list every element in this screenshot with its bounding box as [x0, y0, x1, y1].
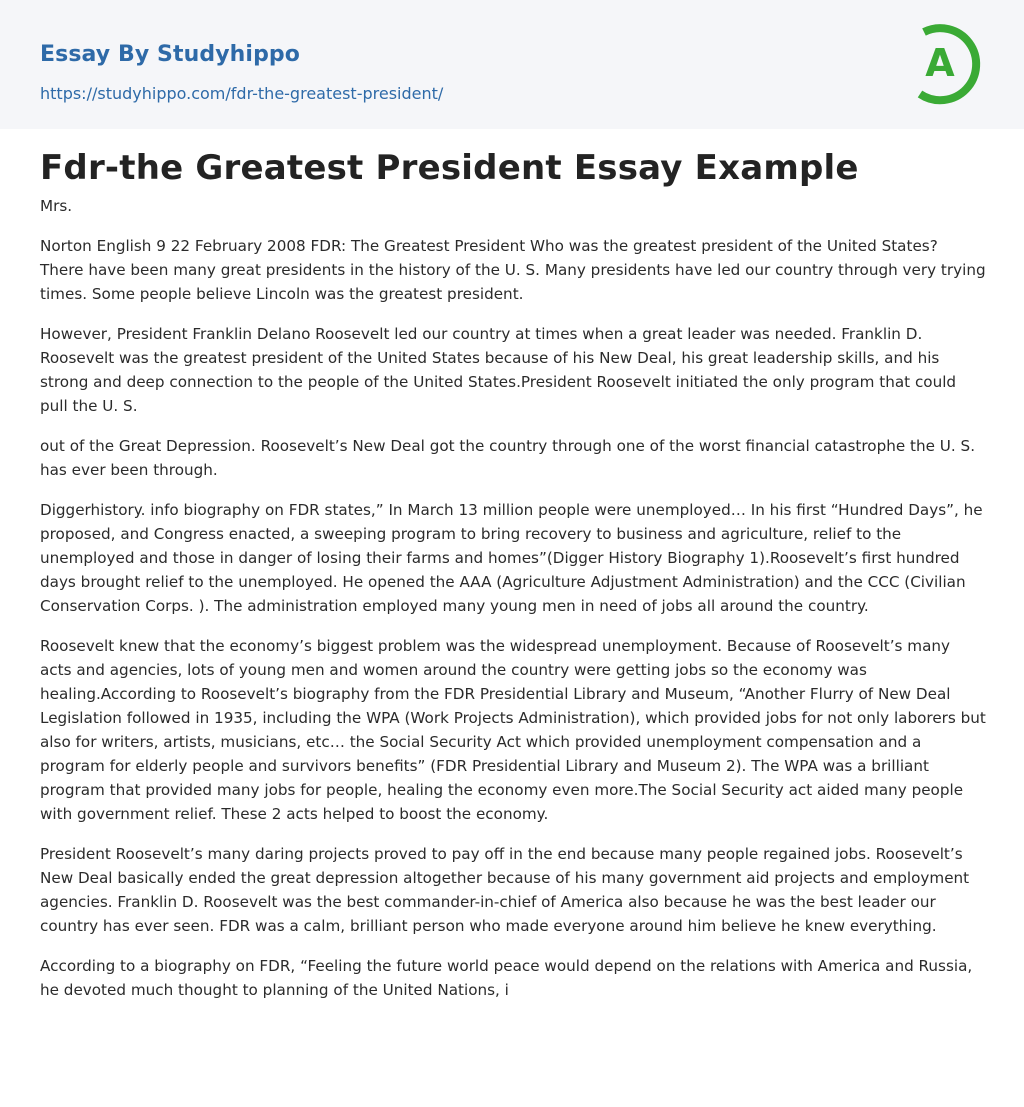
paragraph: Diggerhistory. info biography on FDR states,” In March 13 million people were unemployed… In his first “Hundred Days”, he proposed, and Congress enacted, a sweeping program to bring recovery to business and agriculture, relief to the unemployed and those in danger of losing their farms and homes”(Digger History Biography 1).Roosevelt’s first hundred days brought relief to the unemployed. He opened the AAA (Agriculture Adjustment Administration) and the CCC (Civilian Conservation Corps. ). The administration employed many young men in need of jobs all around the country. [40, 501, 983, 615]
paragraph: out of the Great Depression. Roosevelt’s New Deal got the country through one of the worst financial catastrophe the U. S. has ever been through. [40, 437, 976, 479]
studyhippo-logo-icon[interactable] [910, 18, 988, 106]
page-title: Fdr-the Greatest President Essay Example [40, 148, 859, 188]
paragraph: However, President Franklin Delano Roosevelt led our country at times when a great leader was needed. Franklin D. Roosevelt was the greatest president of the United States because of his New Deal, his great leadership skills, and his strong and deep connection to the people of the United States.President Roosevelt initiated the only program that could pull the U. S. [40, 325, 957, 415]
brand-title[interactable]: Essay By Studyhippo [40, 42, 300, 67]
page-url-link[interactable]: https://studyhippo.com/fdr-the-greatest-president/ [40, 84, 444, 103]
essay-body [40, 194, 986, 1018]
paragraph: According to a biography on FDR, “Feeling the future world peace would depend on the relations with America and Russia, he devoted much thought to planning of the United Nations, i [40, 957, 973, 999]
paragraph: President Roosevelt’s many daring projects proved to pay off in the end because many people regained jobs. Roosevelt’s New Deal basically ended the great depression altogether because of his many government aid projects and employment agencies. Franklin D. Roosevelt was the best commander-in-chief of America also because he was the best leader our country has ever seen. FDR was a calm, brilliant person who made everyone around him believe he knew everything. [40, 845, 970, 935]
paragraph: Mrs. [40, 197, 73, 215]
paragraph: Roosevelt knew that the economy’s biggest problem was the widespread unemployment. Because of Roosevelt’s many acts and agencies, lots of young men and women around the country were getting jobs so the economy was healing.According to Roosevelt’s biography from the FDR Presidential Library and Museum, “Another Flurry of New Deal Legislation followed in 1935, including the WPA (Work Projects Administration), which provided jobs for not only laborers but also for writers, artists, musicians, etc… the Social Security Act which provided unemployment compensation and a program for elderly people and survivors benefits” (FDR Presidential Library and Museum 2). The WPA was a brilliant program that provided many jobs for people, healing the economy even more.The Social Security act aided many people with government relief. These 2 acts helped to boost the economy. [40, 637, 986, 823]
site-header [0, 0, 1024, 129]
paragraph: Norton English 9 22 February 2008 FDR: The Greatest President Who was the greatest president of the United States? There have been many great presidents in the history of the U. S. Many presidents have led our country through very trying times. Some people believe Lincoln was the greatest president. [40, 237, 986, 303]
svg-text:A: A [925, 41, 955, 85]
